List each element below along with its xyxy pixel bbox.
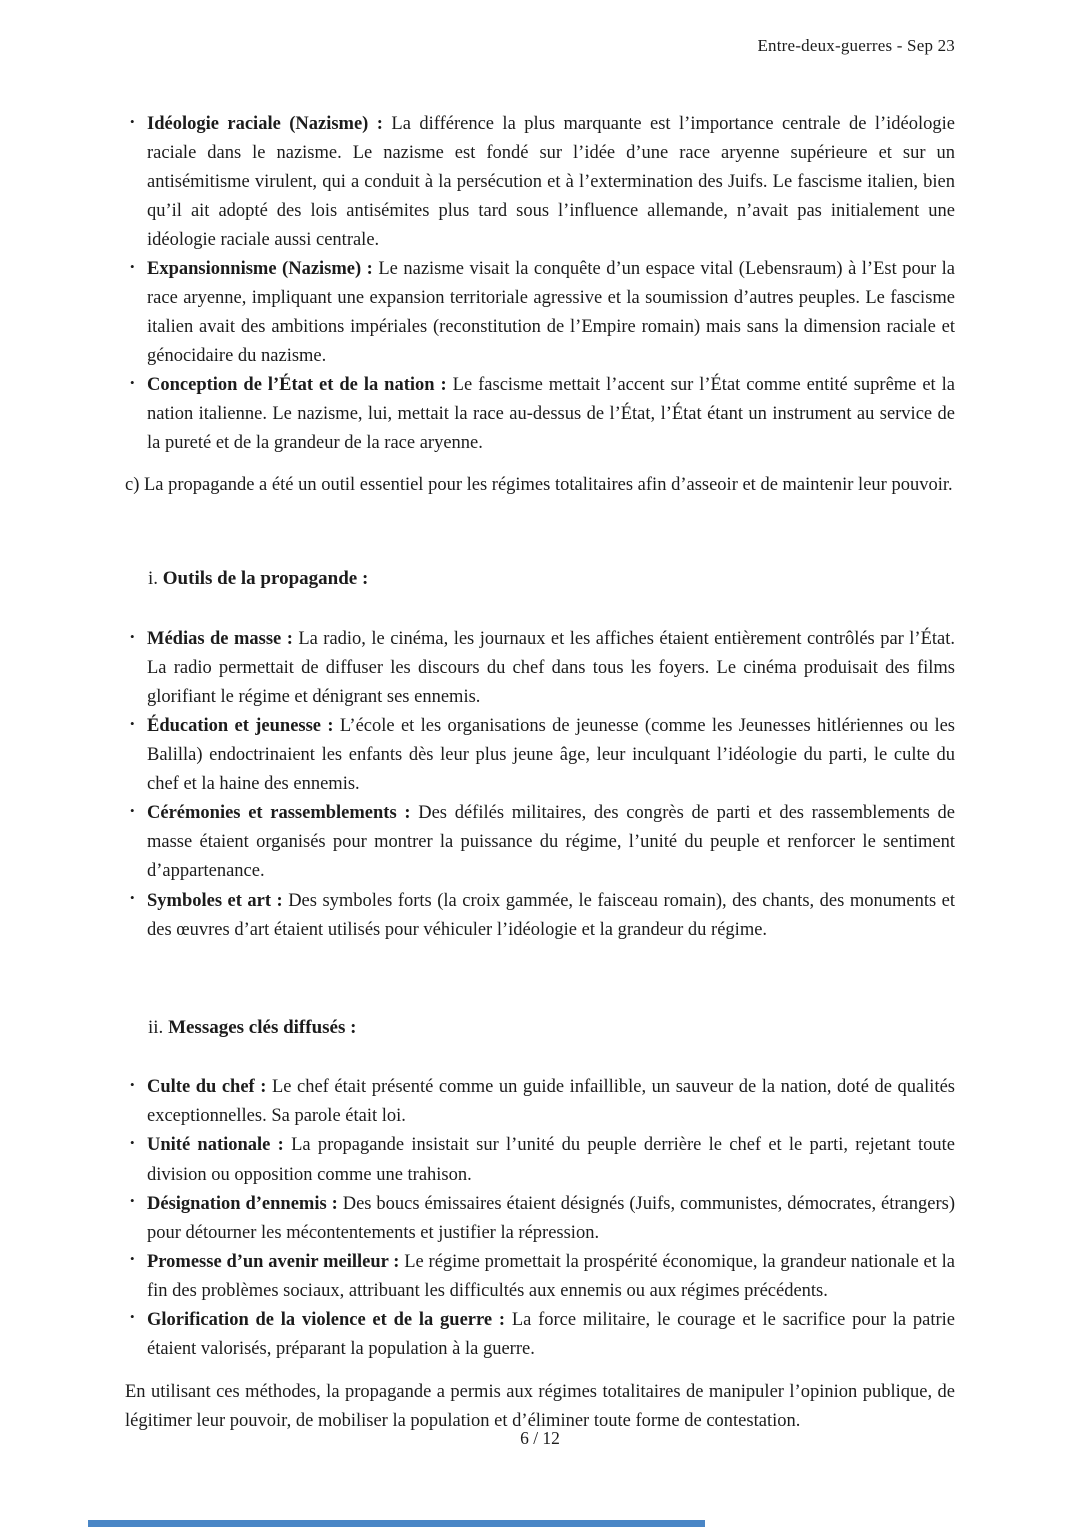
item-text: La différence la plus marquante est l’importance centrale de l’idéologie raciale dans le nazisme. Le nazisme est fondé sur l’idée d’une race aryenne supérieure et sur un antisémitisme virulent, qui a conduit à la persécution et à l’extermination des Juifs. Le fascisme italien, bien qu’il ait adopté des lois antisémites plus tard sous l’influence allemande, n’avait pas initialement une idéologie raciale aussi centrale. — [147, 114, 955, 251]
running-header: Entre-deux-guerres - Sep 23 — [757, 36, 955, 55]
closing-paragraph: En utilisant ces méthodes, la propagande a permis aux régimes totalitaires de manipuler l’opinion publique, de légitimer leur pouvoir, de mobiliser la population et d’éliminer toute forme de contestation. — [125, 1381, 955, 1431]
paragraph-c: c) La propagande a été un outil essentiel pour les régimes totalitaires afin d’asseoir et de maintenir leur pouvoir. — [125, 475, 953, 496]
item-label: Expansionnisme (Nazisme) : — [147, 259, 373, 280]
propaganda-tools-list — [125, 625, 955, 944]
list-item — [147, 1131, 955, 1189]
item-text: La radio, le cinéma, les journaux et les affiches étaient entièrement contrôlés par l’État. La radio permettait de diffuser les discours du chef dans tous les foyers. Le cinéma produisait des films glorifiant le régime et dénigrant ses ennemis. — [147, 629, 956, 708]
list-item — [147, 799, 955, 886]
list-item — [147, 1306, 955, 1364]
item-label: Médias de masse : — [147, 629, 293, 650]
section-numeral: i. — [148, 568, 159, 590]
page-number: 6 / 12 — [520, 1428, 560, 1448]
bottom-accent-bar — [88, 1520, 705, 1527]
list-item — [147, 712, 955, 799]
section-heading-outils — [125, 564, 955, 594]
item-text: Des symboles forts (la croix gammée, le faisceau romain), des chants, des monuments et des œuvres d’art étaient utilisés pour véhiculer l’idéologie et la grandeur du régime. — [147, 890, 956, 940]
item-label: Symboles et art : — [147, 890, 283, 911]
item-label: Conception de l’État et de la nation : — [147, 375, 447, 396]
item-text: Le nazisme visait la conquête d’un espace vital (Lebensraum) à l’Est pour la race aryenne, impliquant une expansion territoriale agressive et la soumission d’autres peuples. Le fascisme italien avait des ambitions impériales (reconstitution de l’Empire romain) mais sans la dimension raciale et génocidaire du nazisme. — [147, 259, 956, 367]
item-text: Le fascisme mettait l’accent sur l’État comme entité suprême et la nation italienne. Le nazisme, lui, mettait la race au-dessus de l’État, l’État étant un instrument au service de la pureté et de la grandeur de la race aryenne. — [147, 375, 956, 454]
list-item — [147, 371, 955, 458]
item-text: L’école et les organisations de jeunesse (comme les Jeunesses hitlériennes ou les Balilla) endoctrinaient les enfants dès leur plus jeune âge, leur inculquant l’idéologie du parti, le culte du chef et la haine des ennemis. — [147, 716, 955, 795]
section-title: Messages clés diffusés : — [168, 1016, 357, 1038]
list-item — [147, 1190, 955, 1248]
item-label: Désignation d’ennemis : — [147, 1193, 338, 1214]
item-label: Culte du chef : — [147, 1077, 267, 1098]
list-item — [147, 110, 955, 255]
key-messages-list — [125, 1073, 955, 1363]
list-item — [147, 1248, 955, 1306]
section-numeral: ii. — [148, 1016, 164, 1038]
item-label: Promesse d’un avenir meilleur : — [147, 1251, 400, 1272]
item-text: Des boucs émissaires étaient désignés (Juifs, communistes, démocrates, étrangers) pour détourner les mécontentements et justifier la répression. — [147, 1193, 955, 1243]
item-label: Cérémonies et rassemblements : — [147, 803, 411, 824]
item-label: Idéologie raciale (Nazisme) : — [147, 114, 383, 134]
item-label: Éducation et jeunesse : — [147, 716, 334, 737]
item-label: Glorification de la violence et de la guerre : — [147, 1309, 506, 1330]
list-item — [147, 255, 955, 371]
item-label: Unité nationale : — [147, 1135, 284, 1156]
item-text: Le régime promettait la prospérité économique, la grandeur nationale et la fin des problèmes sociaux, attribuant les difficultés aux ennemis ou aux régimes précédents. — [147, 1251, 955, 1301]
list-item — [147, 625, 955, 712]
section-heading-messages — [125, 1013, 955, 1043]
item-text: Des défilés militaires, des congrès de parti et des rassemblements de masse étaient organisés pour montrer la puissance du régime, l’unité du peuple et renforcer le sentiment d’appartenance. — [147, 803, 956, 882]
item-text: La propagande insistait sur l’unité du peuple derrière le chef et le parti, rejetant toute division ou opposition comme une trahison. — [147, 1135, 956, 1185]
item-text: La force militaire, le courage et le sacrifice pour la patrie étaient valorisés, préparant la population à la guerre. — [147, 1309, 956, 1359]
list-item — [147, 887, 955, 945]
list-item — [147, 1073, 955, 1131]
item-text: Le chef était présenté comme un guide infaillible, un sauveur de la nation, doté de qualités exceptionnelles. Sa parole était loi. — [147, 1077, 955, 1127]
section-title: Outils de la propagande : — [162, 568, 369, 590]
document-body — [125, 110, 955, 1454]
comparison-bullet-list — [125, 110, 955, 458]
